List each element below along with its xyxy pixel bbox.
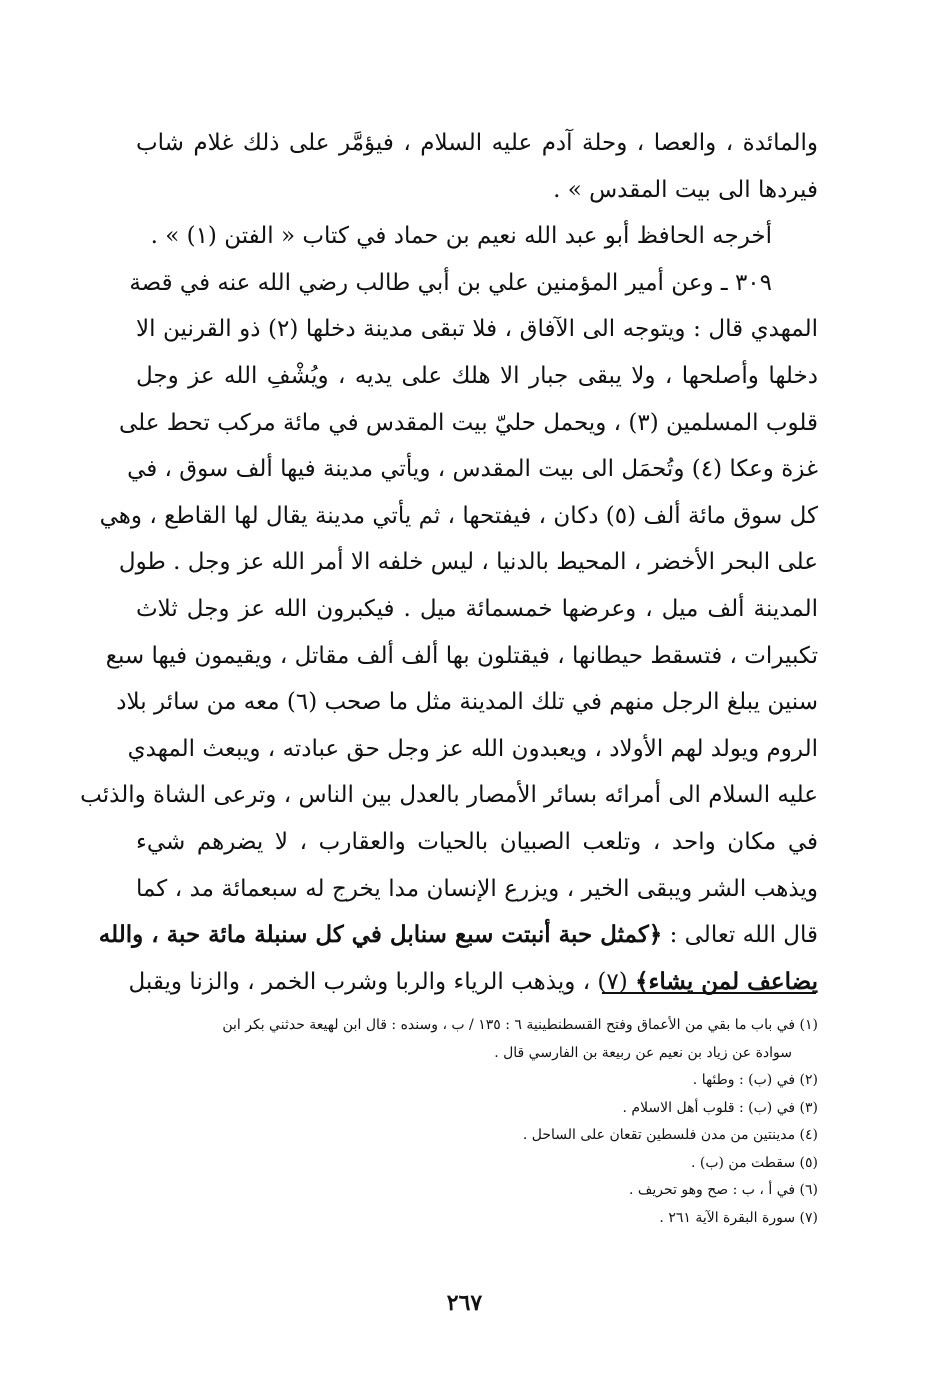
text-line: المهدي قال : ويتوجه الى الآفاق ، فلا تبقى مدينة دخلها (٢) ذو القرنين الا <box>136 316 818 343</box>
verse-intro: قال الله تعالى : <box>662 922 818 949</box>
verse-line-2 <box>128 959 818 1006</box>
text-line: قلوب المسلمين (٣) ، ويحمل حليّ بيت المقدس في مائة مركب تحط على <box>118 409 818 436</box>
footnote-1: (١) في باب ما بقي من الأعماق وفتح القسطنطينية ٦ : ١٣٥ / ب ، وسنده : قال ابن لهيعة حدثني بكر ابن <box>222 1017 818 1033</box>
main-text <box>80 120 818 1005</box>
text-line: على البحر الأخضر ، المحيط بالدنيا ، ليس خلفه الا أمر الله عز وجل . طول <box>118 549 818 576</box>
hadith-309-start: ٣٠٩ ـ وعن أمير المؤمنين علي بن أبي طالب رضي الله عنه في قصة <box>129 269 772 296</box>
verse-continuation: (٧) ، ويذهب الرياء والربا وشرب الخمر ، والزنا ويقبل <box>128 968 636 995</box>
text-line: عليه السلام الى أمرائه بسائر الأمصار بالعدل بين الناس ، وترعى الشاة والذئب <box>80 782 818 809</box>
text-line: كل سوق مائة ألف (٥) دكان ، فيفتحها ، ثم يأتي مدينة يقال لها القاطع ، وهي <box>99 502 818 529</box>
text-line: دخلها وأصلحها ، ولا يبقى جبار الا هلك على يديه ، ويُشْفِ الله عز وجل <box>136 362 818 389</box>
page-number: ٢٦٧ <box>446 1290 483 1316</box>
footnote-3: (٣) في (ب) : قلوب أهل الاسلام . <box>622 1099 818 1116</box>
footnote-7: (٧) سورة البقرة الآية ٢٦١ . <box>659 1209 818 1226</box>
footnote-divider <box>602 992 816 994</box>
quran-verse-part1: ﴿كمثل حبة أنبتت سبع سنابل في كل سنبلة مائة حبة ، والله <box>98 921 663 949</box>
verse-line-1 <box>98 912 818 959</box>
text-line: أخرجه الحافظ أبو عبد الله نعيم بن حماد في كتاب « الفتن (١) » . <box>150 223 772 250</box>
text-line: والمائدة ، والعصا ، وحلة آدم عليه السلام ، فيؤمَّر على ذلك غلام شاب <box>136 130 818 156</box>
footnote-5: (٥) سقطت من (ب) . <box>690 1154 818 1171</box>
text-line: ويذهب الشر ويبقى الخير ، ويزرع الإنسان مدا يخرج له سبعمائة مد ، كما <box>136 875 818 902</box>
text-line: تكبيرات ، فتسقط حيطانها ، فيقتلون بها ألف ألف مقاتل ، ويقيمون فيها سبع <box>105 642 818 669</box>
footnotes <box>136 1012 818 1232</box>
text-line: في مكان واحد ، وتلعب الصبيان بالحيات والعقارب ، لا يضرهم شيء <box>136 828 818 855</box>
text-line: المدينة ألف ميل ، وعرضها خمسمائة ميل . فيكبرون الله عز وجل ثلاث <box>136 595 818 622</box>
quran-verse-part2: يضاعف لمن يشاء﴾ <box>635 967 818 995</box>
footnote-1-continued: سوادة عن زياد بن نعيم عن ربيعة بن الفارسي قال . <box>494 1044 792 1061</box>
text-line: فيردها الى بيت المقدس » . <box>553 176 818 203</box>
text-line: الروم ويولد لهم الأولاد ، ويعبدون الله عز وجل حق عبادته ، ويبعث المهدي <box>127 735 818 762</box>
text-line: سنين يبلغ الرجل منهم في تلك المدينة مثل ما صحب (٦) معه من سائر بلاد <box>116 689 818 716</box>
footnote-2: (٢) في (ب) : وطئها . <box>692 1072 818 1088</box>
footnote-4: (٤) مدينتين من مدن فلسطين تقعان على الساحل . <box>522 1127 818 1143</box>
text-line: غزة وعكا (٤) وتُحمَل الى بيت المقدس ، ويأتي مدينة فيها ألف سوق ، في <box>127 456 818 483</box>
footnote-6: (٦) في أ ، ب : صح وهو تحريف . <box>629 1182 818 1198</box>
